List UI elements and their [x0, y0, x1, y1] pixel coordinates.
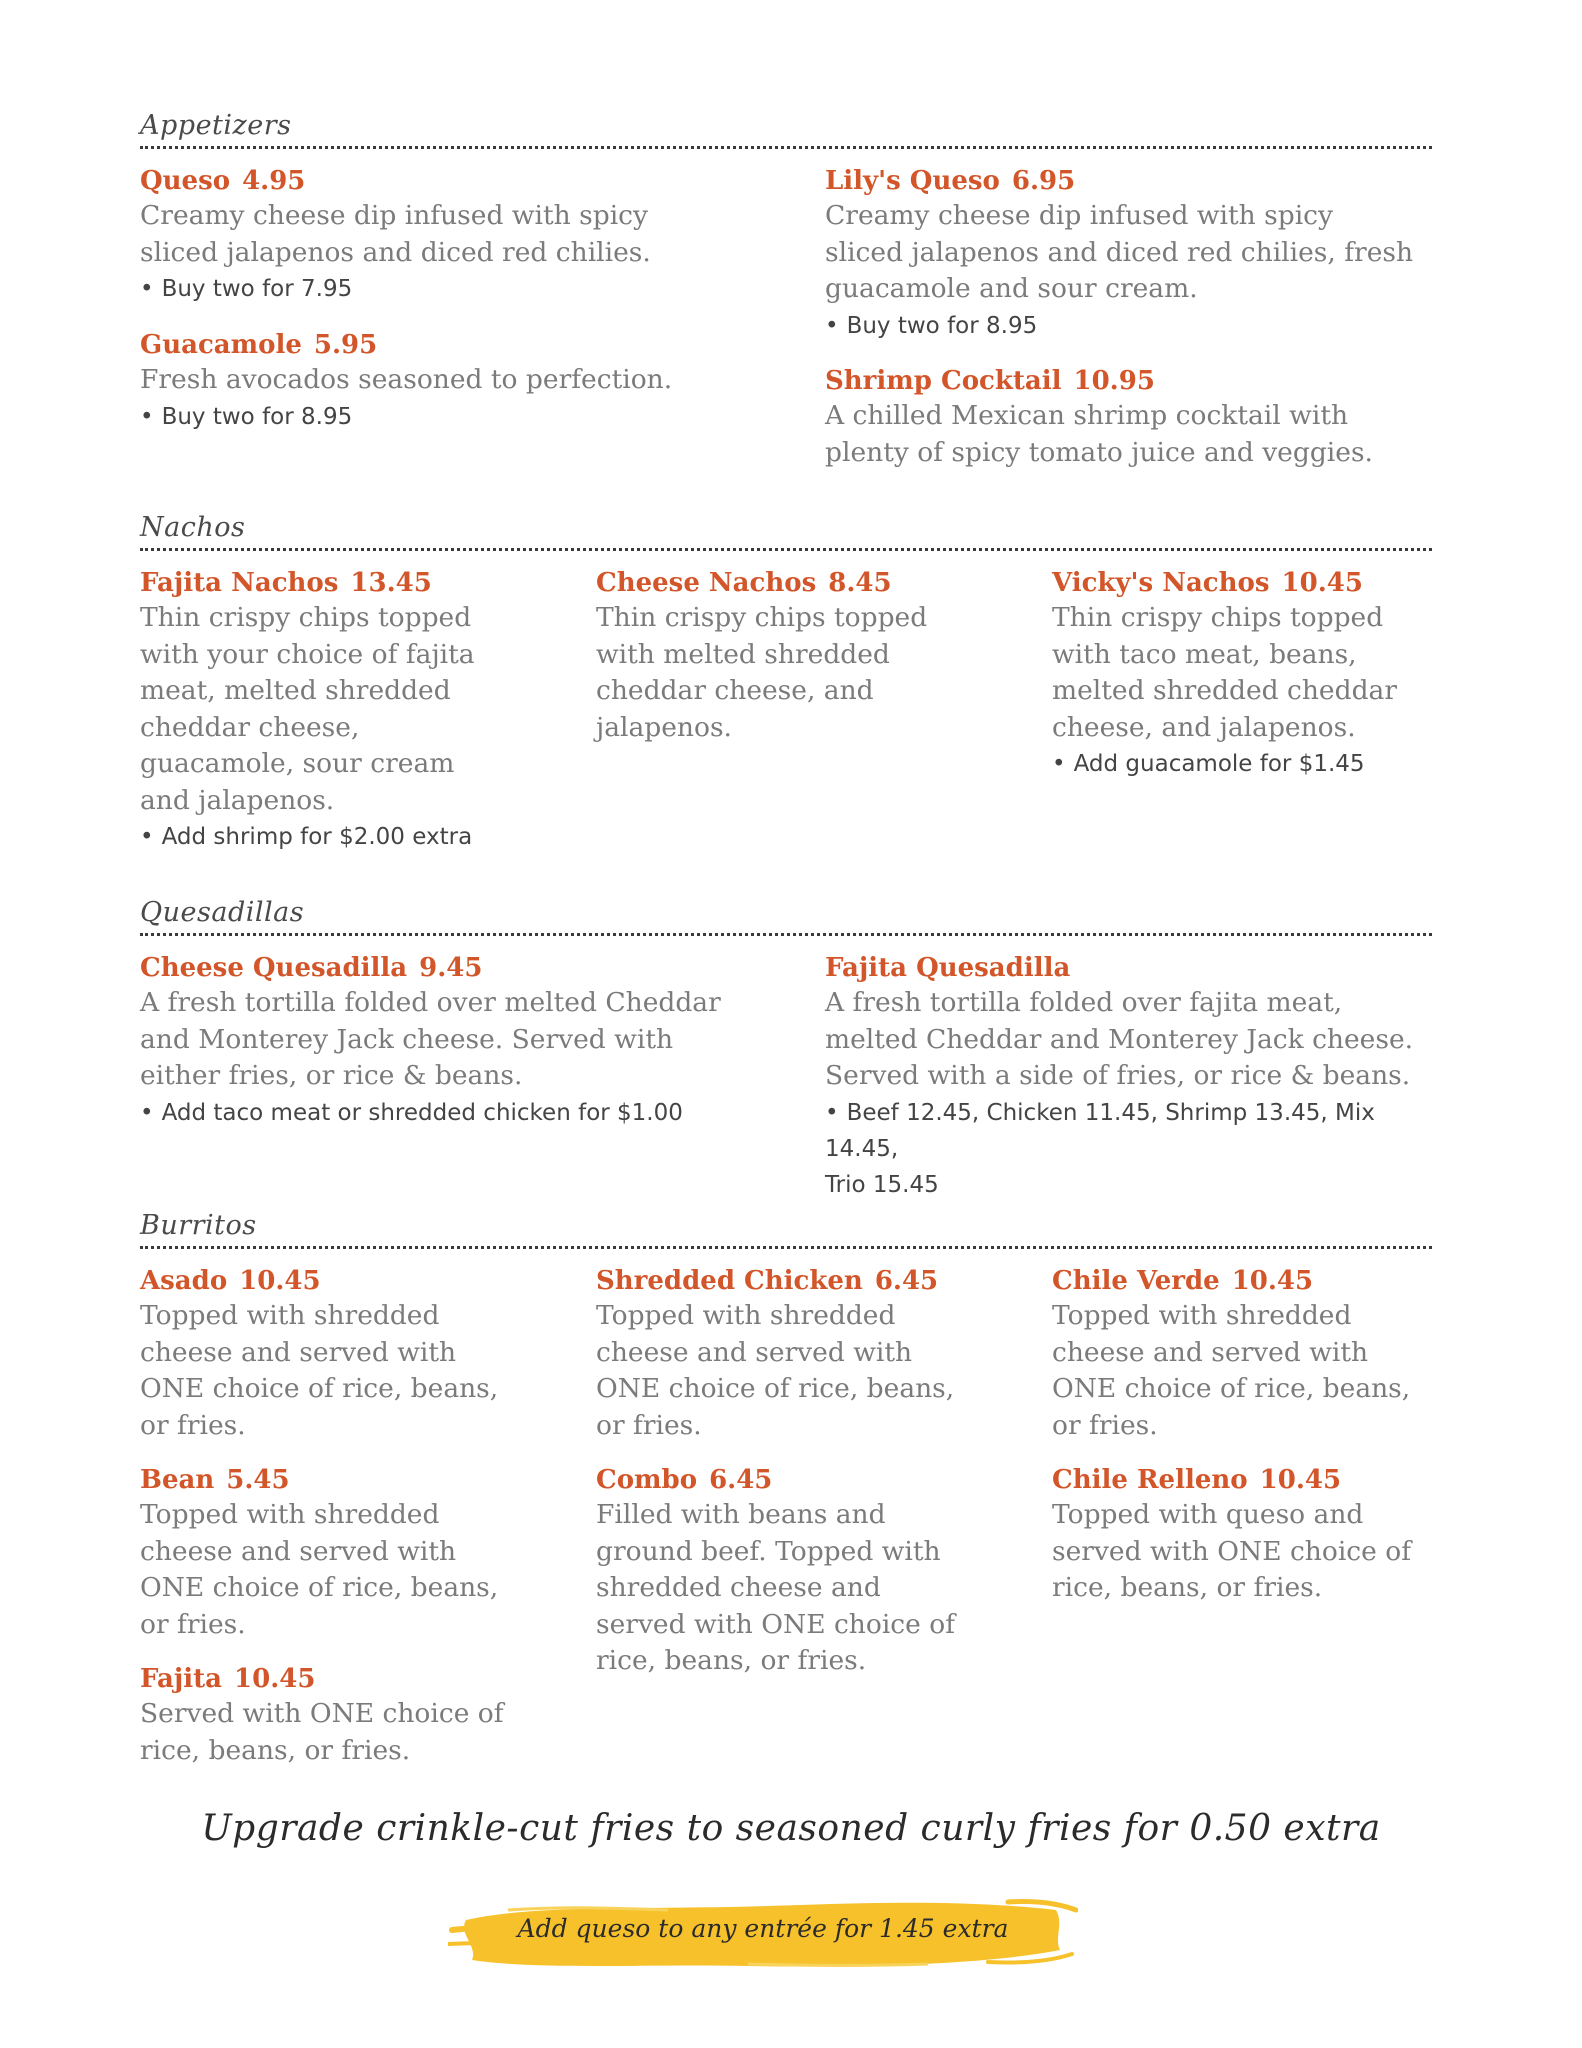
item-name: Bean [140, 1465, 215, 1495]
item-title [140, 164, 790, 198]
description-line: ONE choice of rice, beans, [596, 1373, 955, 1404]
description-line: cheese and served with [1052, 1336, 1369, 1368]
description-line: Thin crispy chips topped [1052, 602, 1384, 633]
section-nachos [140, 510, 1432, 551]
item-note: • Add taco meat or shredded chicken for $1.00 [140, 1099, 683, 1126]
description-line: Fresh avocados seasoned to perfection. [140, 364, 673, 395]
dotted-divider [140, 548, 1432, 551]
item-description [140, 1298, 580, 1444]
item-name: Guacamole [140, 330, 302, 360]
item-name: Queso [140, 166, 231, 196]
menu-item-bean [140, 1463, 580, 1643]
bullet-icon: • [140, 276, 154, 302]
item-description [140, 600, 580, 819]
item-price: 9.45 [419, 953, 483, 983]
item-description [140, 362, 790, 399]
item-note: • Buy two for 8.95 [825, 312, 1038, 339]
item-title [596, 1463, 1036, 1497]
description-line: with your choice of fajita [140, 638, 475, 670]
item-title [140, 1662, 580, 1696]
section-burritos [140, 1208, 1432, 1249]
item-title [825, 164, 1435, 198]
dotted-divider [140, 1246, 1432, 1249]
description-line: sliced jalapenos and diced red chilies, fresh [825, 236, 1414, 268]
item-name: Fajita Nachos [140, 568, 339, 598]
description-line: and jalapenos. [140, 784, 335, 816]
dotted-divider [140, 933, 1432, 936]
item-price: 5.45 [226, 1465, 290, 1495]
description-line: jalapenos. [596, 711, 732, 743]
description-line: cheese and served with [596, 1336, 913, 1368]
bullet-icon: • [825, 1099, 839, 1126]
item-price: 6.45 [874, 1266, 939, 1296]
description-line: Topped with queso and [1052, 1499, 1364, 1530]
item-name: Chile Verde [1052, 1266, 1220, 1296]
item-title [1052, 1463, 1472, 1497]
item-name: Shrimp Cocktail [825, 366, 1062, 396]
menu-item-shredded-chicken [596, 1264, 1036, 1444]
item-description [825, 198, 1435, 308]
bullet-icon: • [140, 1099, 154, 1126]
description-line: plenty of spicy tomato juice and veggies. [825, 436, 1373, 468]
item-title [825, 364, 1435, 398]
bullet-icon: • [140, 824, 154, 850]
item-note: • Buy two for 8.95 [140, 403, 353, 430]
description-line: Topped with shredded [140, 1499, 440, 1530]
bullet-icon: • [140, 403, 154, 430]
description-line: or fries. [140, 1608, 246, 1640]
item-name: Fajita Quesadilla [825, 953, 1071, 983]
description-line: ground beef. Topped with [596, 1535, 941, 1567]
description-line: A fresh tortilla folded over fajita meat, [825, 987, 1343, 1018]
item-name: Cheese Nachos [596, 568, 817, 598]
description-line: guacamole and sour cream. [825, 273, 1198, 304]
section-heading: Nachos [140, 512, 246, 543]
queso-banner [448, 1880, 1078, 1990]
menu-item-asado [140, 1264, 580, 1444]
item-description [596, 1497, 1036, 1680]
section-heading: Burritos [140, 1210, 257, 1241]
item-name: Cheese Quesadilla [140, 953, 408, 983]
menu-item-cheese-nachos [596, 566, 1036, 746]
item-note-continued: Trio 15.45 [825, 1171, 939, 1198]
item-description [140, 1497, 580, 1643]
item-price: 10.45 [1259, 1465, 1342, 1495]
description-line: with taco meat, beans, [1052, 638, 1357, 670]
item-description [1052, 600, 1452, 746]
description-line: meat, melted shredded [140, 675, 451, 706]
item-title [596, 1264, 1036, 1298]
item-description [1052, 1497, 1472, 1607]
description-line: A fresh tortilla folded over melted Cheddar [140, 987, 721, 1018]
description-line: or fries. [140, 1409, 246, 1441]
description-line: ONE choice of rice, beans, [1052, 1373, 1411, 1404]
item-note: • Add shrimp for $2.00 extra [140, 824, 473, 850]
item-note: • Buy two for 7.95 [140, 276, 353, 302]
description-line: Thin crispy chips topped [596, 602, 928, 633]
menu-item-lilys-queso [825, 164, 1435, 344]
menu-item-fajita-nachos [140, 566, 580, 855]
dotted-divider [140, 146, 1432, 149]
item-description [825, 398, 1435, 471]
item-name: Vicky's Nachos [1052, 568, 1270, 598]
description-line: A chilled Mexican shrimp cocktail with [825, 400, 1349, 431]
description-line: Creamy cheese dip infused with spicy [825, 200, 1333, 231]
item-title [1052, 1264, 1472, 1298]
menu-item-cheese-quesadilla [140, 951, 810, 1131]
item-price: 4.95 [242, 166, 306, 196]
section-heading: Appetizers [140, 110, 292, 141]
description-line: rice, beans, or fries. [140, 1734, 411, 1766]
item-title [140, 328, 790, 362]
item-note: • Beef 12.45, Chicken 11.45, Shrimp 13.45, Mix 14.45, [825, 1099, 1375, 1162]
item-price: 10.45 [239, 1266, 321, 1296]
item-price: 5.95 [313, 330, 378, 360]
item-title [825, 951, 1445, 985]
menu-item-fajita-burrito [140, 1662, 580, 1769]
section-heading: Quesadillas [140, 897, 305, 928]
menu-item-vickys-nachos [1052, 566, 1452, 782]
description-line: cheese and served with [140, 1336, 457, 1368]
description-line: Creamy cheese dip infused with spicy [140, 200, 648, 231]
description-line: Topped with shredded [596, 1300, 896, 1331]
item-name: Lily's Queso [825, 166, 1000, 196]
queso-banner-text: Add queso to any entrée for 1.45 extra [517, 1914, 1009, 1943]
item-description [596, 1298, 1036, 1444]
description-line: ONE choice of rice, beans, [140, 1373, 499, 1404]
item-name: Asado [140, 1266, 228, 1296]
description-line: Thin crispy chips topped [140, 602, 472, 633]
item-title [596, 566, 1036, 600]
item-name: Chile Relleno [1052, 1465, 1248, 1495]
section-quesadillas [140, 895, 1432, 936]
section-appetizers [140, 108, 1432, 149]
item-title [140, 1463, 580, 1497]
item-description [1052, 1298, 1472, 1444]
item-description [825, 985, 1445, 1095]
description-line: rice, beans, or fries. [1052, 1572, 1323, 1603]
curly-fries-upsell: Upgrade crinkle-cut fries to seasoned curly fries for 0.50 extra [201, 1808, 1381, 1849]
description-line: Topped with shredded [1052, 1300, 1352, 1331]
item-name: Fajita [140, 1664, 223, 1694]
description-line: or fries. [1052, 1409, 1158, 1441]
description-line: Served with ONE choice of [140, 1698, 504, 1729]
description-line: with melted shredded [596, 638, 890, 670]
item-description [140, 198, 790, 271]
description-line: sliced jalapenos and diced red chilies. [140, 236, 651, 268]
description-line: cheese and served with [140, 1535, 457, 1567]
menu-item-chile-relleno [1052, 1463, 1472, 1607]
description-line: shredded cheese and [596, 1572, 881, 1603]
item-price: 10.45 [1281, 568, 1363, 598]
description-line: rice, beans, or fries. [596, 1645, 867, 1676]
description-line: cheddar cheese, and [596, 675, 874, 706]
menu-item-fajita-quesadilla [825, 951, 1445, 1203]
item-price: 6.95 [1011, 166, 1076, 196]
description-line: Filled with beans and [596, 1499, 886, 1530]
item-description [596, 600, 1036, 746]
menu-item-combo [596, 1463, 1036, 1680]
item-title [140, 951, 810, 985]
item-title [1052, 566, 1452, 600]
item-title [140, 566, 580, 600]
description-line: either fries, or rice & beans. [140, 1060, 523, 1091]
description-line: Served with a side of fries, or rice & beans. [825, 1060, 1411, 1091]
item-description [140, 985, 810, 1095]
item-price: 10.45 [234, 1664, 316, 1694]
item-price: 8.45 [828, 568, 892, 598]
description-line: cheddar cheese, [140, 711, 360, 743]
bullet-icon: • [1052, 751, 1066, 777]
description-line: served with ONE choice of [596, 1608, 956, 1640]
menu-item-chile-verde [1052, 1264, 1472, 1444]
description-line: served with ONE choice of [1052, 1535, 1412, 1567]
item-description [140, 1696, 580, 1769]
item-title [140, 1264, 580, 1298]
item-price: 6.45 [709, 1465, 773, 1495]
item-name: Shredded Chicken [596, 1266, 863, 1296]
item-price: 10.45 [1231, 1266, 1314, 1296]
description-line: and Monterey Jack cheese. Served with [140, 1023, 674, 1055]
description-line: Topped with shredded [140, 1300, 440, 1331]
description-line: cheese, and jalapenos. [1052, 711, 1356, 743]
menu-item-shrimp-cocktail [825, 364, 1435, 471]
item-name: Combo [596, 1465, 698, 1495]
description-line: guacamole, sour cream [140, 748, 455, 779]
description-line: or fries. [596, 1409, 702, 1441]
description-line: melted shredded cheddar [1052, 675, 1398, 706]
item-price: 10.95 [1073, 366, 1155, 396]
item-note: • Add guacamole for $1.45 [1052, 751, 1365, 777]
item-price: 13.45 [350, 568, 432, 598]
description-line: melted Cheddar and Monterey Jack cheese. [825, 1023, 1414, 1055]
bullet-icon: • [825, 312, 839, 339]
description-line: ONE choice of rice, beans, [140, 1572, 499, 1603]
menu-item-guacamole [140, 328, 790, 435]
menu-item-queso [140, 164, 790, 307]
